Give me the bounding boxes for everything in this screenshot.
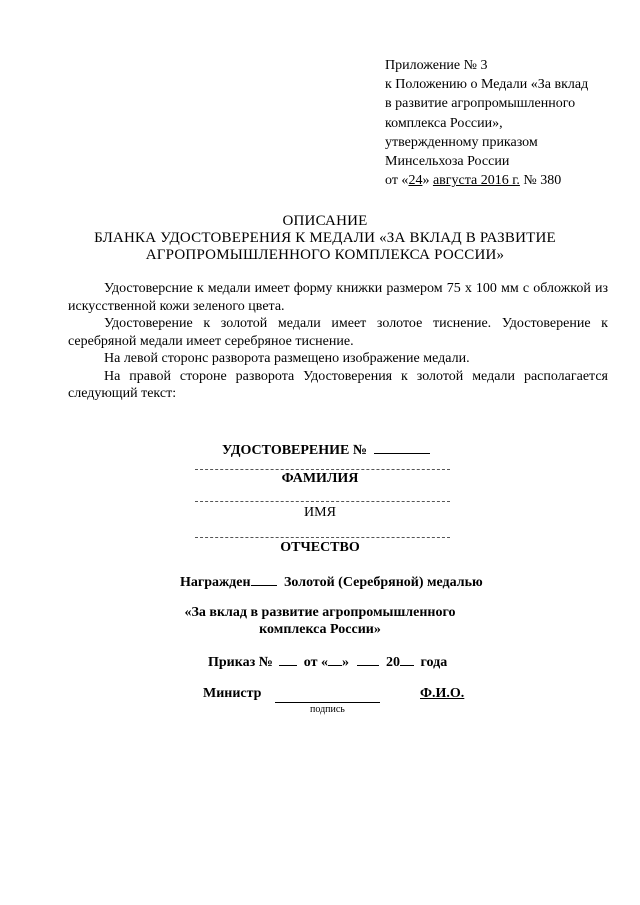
minister-label: Министр bbox=[203, 686, 262, 701]
separator-line-1 bbox=[195, 469, 450, 470]
order-number: № 380 bbox=[519, 173, 562, 189]
patronymic-label: ОТЧЕСТВО bbox=[280, 540, 360, 555]
medal-name-line-2: комплекса России» bbox=[259, 622, 381, 637]
appendix-line-6: Минсельхоза России bbox=[385, 154, 510, 170]
paragraph-2-line-2: серебряной медали имеет серебряное тиснение. bbox=[68, 333, 354, 349]
paragraph-1-line-1: Удостоверсние к медали имеет форму книжки размером 75 х 100 мм с обложкой из bbox=[104, 281, 608, 296]
order-from: от « bbox=[303, 655, 328, 670]
awarded-medal: Золотой (Серебряной) медалью bbox=[284, 575, 483, 590]
name-label: ИМЯ bbox=[304, 505, 336, 520]
certificate-label: УДОСТОВЕРЕНИЕ № bbox=[222, 443, 367, 458]
awarded-row bbox=[180, 573, 483, 591]
paragraph-4-line-1: На правой стороне разворота Удостоверения к золотой медали располагается bbox=[104, 368, 608, 384]
appendix-line-2: к Положению о Медали «За вклад bbox=[385, 77, 589, 93]
awarded-prefix: Награжден bbox=[180, 575, 251, 590]
medal-name-line-1: «За вклад в развитие агропромышленного bbox=[184, 605, 456, 620]
order-year-blank bbox=[400, 653, 414, 666]
order-row bbox=[208, 653, 447, 671]
paragraph-3-line-1: На левой сторонс разворота размещено изображение медали. bbox=[104, 351, 470, 366]
order-month-blank bbox=[357, 653, 379, 666]
appendix-header bbox=[385, 56, 625, 190]
separator-line-2 bbox=[195, 501, 450, 502]
separator-line-3 bbox=[195, 537, 450, 538]
certificate-number-row bbox=[222, 441, 430, 459]
appendix-line-1: Приложение № 3 bbox=[385, 58, 488, 73]
appendix-line-5: утвержденному приказом bbox=[385, 134, 538, 150]
order-prefix: Приказ № bbox=[208, 655, 273, 670]
appendix-line-4: комплекса России», bbox=[385, 115, 503, 131]
document-title: ОПИСАНИЕ bbox=[282, 213, 368, 229]
order-date-month-year: августа 2016 г. bbox=[432, 173, 520, 189]
signature-caption: подпись bbox=[310, 704, 345, 715]
certificate-number-blank bbox=[374, 441, 430, 454]
order-date-day: 24 bbox=[408, 173, 423, 189]
surname-label: ФАМИЛИЯ bbox=[281, 471, 359, 486]
appendix-order-date bbox=[385, 171, 625, 190]
order-quote-close: » bbox=[342, 655, 349, 670]
paragraph-2-line-1: Удостоверение к золотой медали имеет золотое тиснение. Удостоверение к bbox=[104, 316, 608, 331]
description-body bbox=[68, 280, 608, 403]
order-date-mid: » bbox=[422, 173, 433, 189]
fio-label: Ф.И.О. bbox=[420, 686, 465, 701]
order-number-blank bbox=[279, 653, 297, 666]
order-date-prefix: от « bbox=[385, 173, 409, 189]
order-day-blank bbox=[328, 653, 342, 666]
document-subtitle-line-2: АГРОПРОМЫШЛЕННОГО КОМПЛЕКСА РОССИИ» bbox=[145, 247, 505, 263]
paragraph-1-line-2: искусственной кожи зеленого цвета. bbox=[68, 298, 285, 314]
paragraph-4-line-2: следующий текст: bbox=[68, 386, 177, 401]
appendix-line-3: в развитие агропромышленного bbox=[385, 96, 576, 112]
signature-line bbox=[275, 690, 380, 703]
document-subtitle-line-1: БЛАНКА УДОСТОВЕРЕНИЯ К МЕДАЛИ «ЗА ВКЛАД В РАЗВИТИЕ bbox=[94, 230, 556, 246]
order-year-suffix: года bbox=[420, 655, 448, 670]
order-year-prefix: 20 bbox=[386, 655, 400, 670]
awarded-blank bbox=[251, 573, 277, 586]
